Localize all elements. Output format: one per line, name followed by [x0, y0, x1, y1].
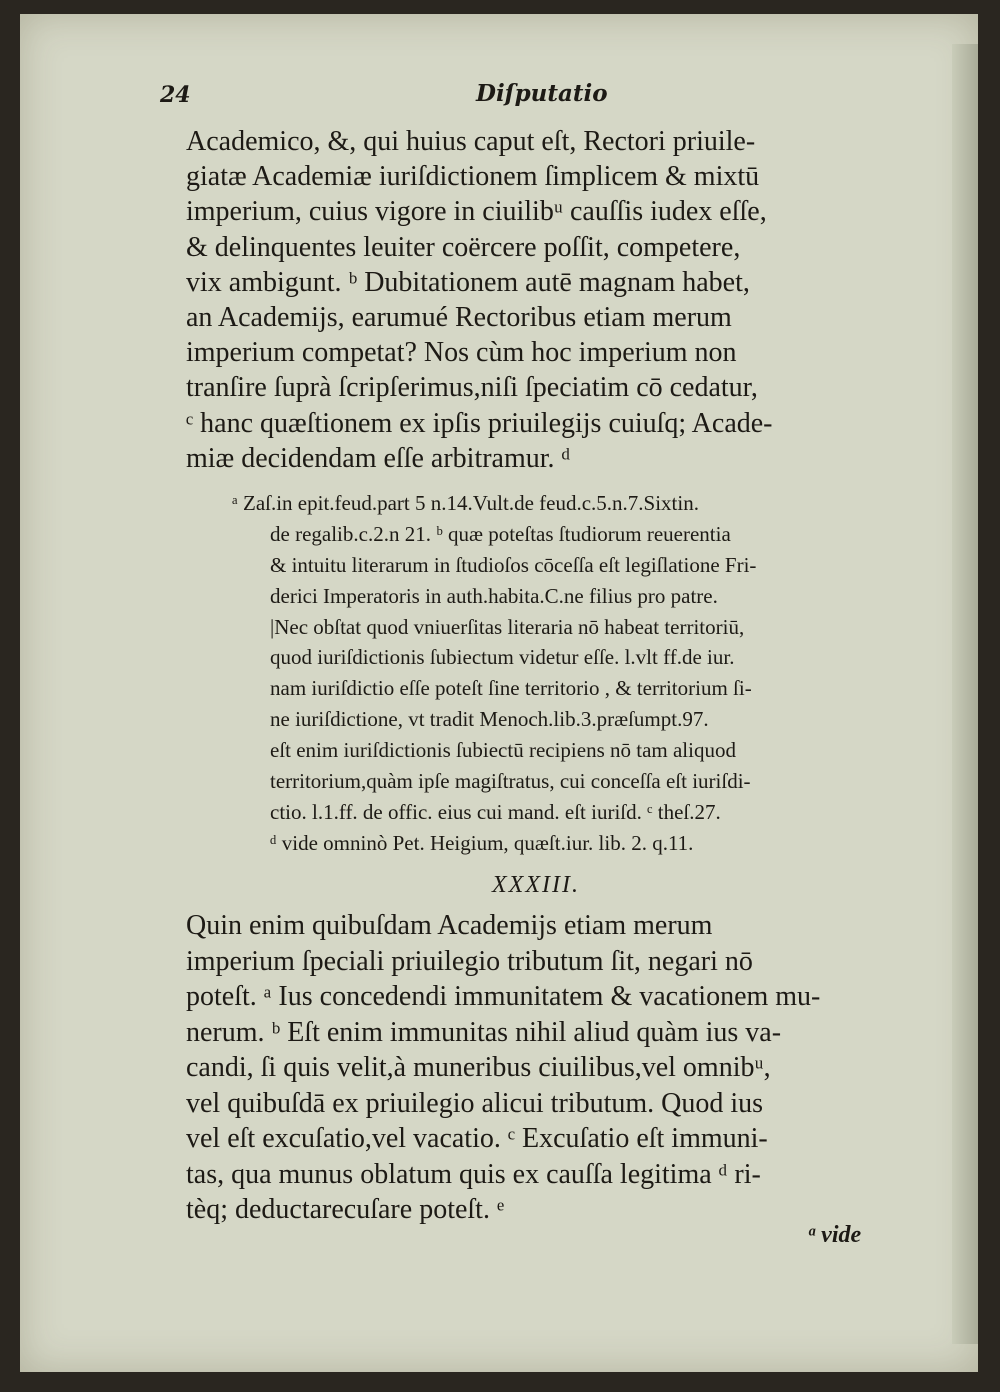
text-line: poteſt. ᵃ Ius concedendi immunitatem & vacationem mu- — [186, 981, 821, 1012]
second-text-block — [186, 908, 886, 1228]
text-line: nerum. ᵇ Eſt enim immunitas nihil aliud quàm ius va- — [186, 1016, 782, 1048]
page-number: 24 — [160, 82, 191, 108]
text-line: ᶜ hanc quæſtionem ex ipſis priuilegijs cuiuſq; Acade- — [186, 407, 773, 439]
text-line: tèq; deductarecuſare poteſt. ᵉ — [186, 1194, 505, 1225]
section-heading: XXXIII. — [492, 872, 580, 898]
main-text-block — [186, 124, 886, 476]
running-head: Diſputatio — [476, 80, 608, 107]
text-line: miæ decidendam eſſe arbitramur. ᵈ — [186, 442, 571, 474]
text-line: tranſire ſuprà ſcripſerimus,niſi ſpeciatim cō cedatur, — [186, 372, 758, 404]
footnote-line: |Nec obſtat quod vniuerſitas literaria nō habeat territoriū, — [270, 614, 745, 639]
text-line: imperium competat? Nos cùm hoc imperium non — [186, 337, 737, 369]
footnote-line: eſt enim iuriſdictionis ſubiectū recipiens nō tam aliquod — [270, 738, 736, 763]
footnote-line: nam iuriſdictio eſſe poteſt ſine territorio , & territorium ſi- — [270, 676, 752, 701]
text-line: Quin enim quibuſdam Academijs etiam merum — [186, 910, 713, 941]
page-edge — [952, 44, 978, 1344]
text-line: candi, ſi quis velit,à muneribus ciuilibus,vel omnibᵘ, — [186, 1052, 771, 1083]
footnote-line: derici Imperatoris in auth.habita.C.ne filius pro patre. — [270, 583, 718, 608]
text-line: Academico, &, qui huius caput eſt, Rectori priuile- — [186, 126, 756, 157]
footnote-line: ᵃ Zaſ.in epit.feud.part 5 n.14.Vult.de feud.c.5.n.7.Sixtin. — [232, 491, 699, 515]
footnote-line: & intuitu literarum in ſtudioſos cōceſſa eſt legiſlatione Fri- — [270, 552, 757, 577]
footnote-line: ne iuriſdictione, vt tradit Menoch.lib.3.præſumpt.97. — [270, 707, 709, 732]
footnote-line: ctio. l.1.ff. de offic. eius cui mand. eſt iuriſd. ᶜ theſ.27. — [270, 799, 721, 824]
text-line: imperium ſpeciali priuilegio tributum ſit, negari nō — [186, 945, 753, 977]
text-line: imperium, cuius vigore in ciuilibᵘ cauſſis iudex eſſe, — [186, 196, 767, 228]
footnote-line: quod iuriſdictionis ſubiectum videtur eſſe. l.vlt ff.de iur. — [270, 645, 735, 670]
text-line: an Academijs, earumué Rectoribus etiam merum — [186, 301, 732, 333]
footnote-line: de regalib.c.2.n 21. ᵇ quæ poteſtas ſtudiorum reuerentia — [270, 521, 731, 546]
footnotes-block — [232, 488, 892, 859]
footnote-line: ᵈ vide omninò Pet. Heigium, quæſt.iur. lib. 2. q.11. — [270, 830, 694, 855]
text-line: vel eſt excuſatio,vel vacatio. ᶜ Excuſatio eſt immuni- — [186, 1123, 768, 1154]
footnote-line: territorium,quàm ipſe magiſtratus, cui conceſſa eſt iuriſdi- — [270, 769, 751, 794]
text-line: giatæ Academiæ iuriſdictionem ſimplicem & mixtū — [186, 161, 760, 193]
text-line: vel quibuſdā ex priuilegio alicui tributum. Quod ius — [186, 1087, 764, 1119]
text-line: vix ambigunt. ᵇ Dubitationem autē magnam habet, — [186, 266, 750, 298]
page-header — [160, 82, 680, 116]
text-line: tas, qua munus oblatum quis ex cauſſa legitima ᵈ ri- — [186, 1158, 761, 1190]
catchword: ᵃ vide — [808, 1222, 862, 1248]
text-line: & delinquentes leuiter coërcere poſſit, competere, — [186, 231, 741, 263]
